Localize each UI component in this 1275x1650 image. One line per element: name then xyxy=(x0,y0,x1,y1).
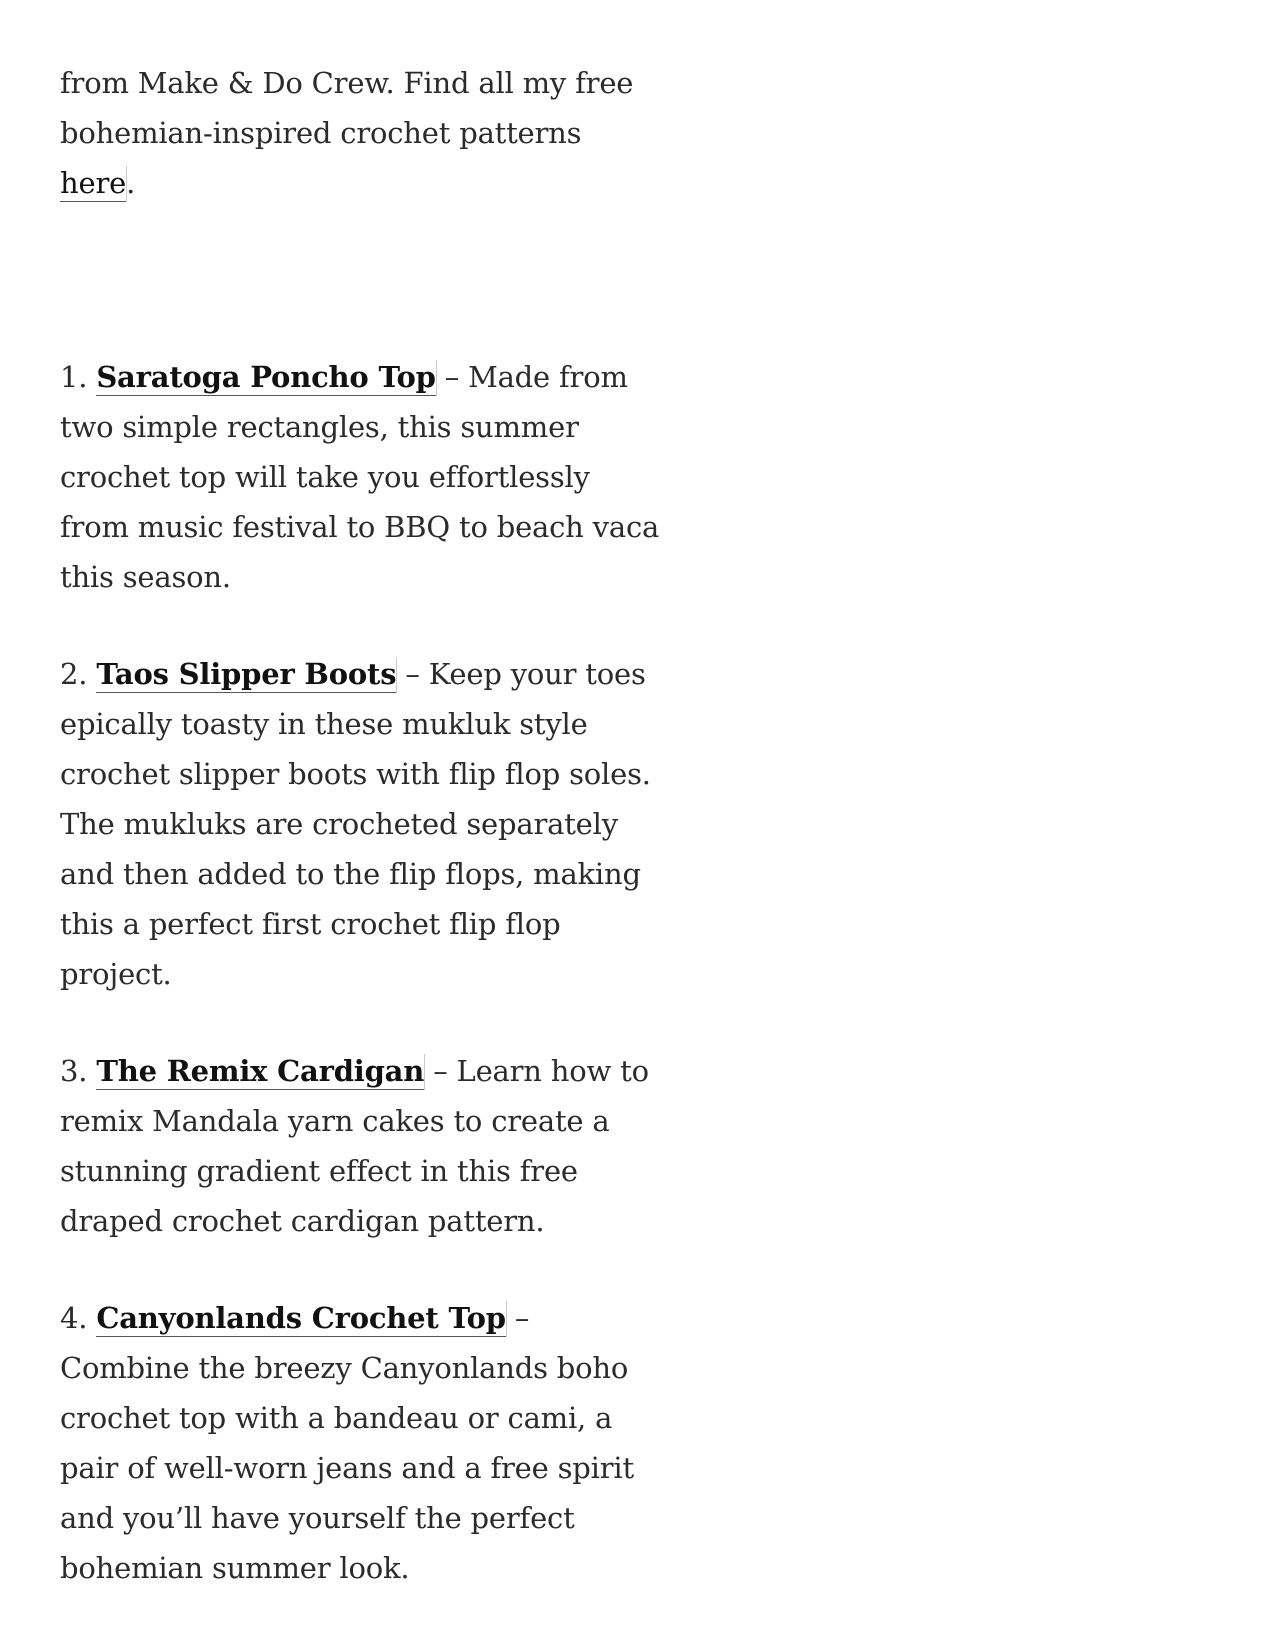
saratoga-poncho-top-link[interactable]: Saratoga Poncho Top xyxy=(96,360,436,394)
item-number: 2. xyxy=(60,657,88,691)
intro-paragraph xyxy=(60,58,660,208)
article-body xyxy=(60,58,660,1640)
item-number: 1. xyxy=(60,360,88,394)
item-description: – Keep your toes epically toasty in these mukluk style crochet slipper boots with flip flop soles. The mukluks are crocheted separately and then added to the flip flops, making this a perfect first crochet flip flop project. xyxy=(60,657,651,991)
list-item-taos xyxy=(60,649,660,999)
item-number: 3. xyxy=(60,1054,88,1088)
intro-text: from Make & Do Crew. Find all my free bohemian-inspired crochet patterns xyxy=(60,66,634,150)
item-description: – Made from two simple rectangles, this summer crochet top will take you effortlessly from music festival to BBQ to beach vaca this season. xyxy=(60,360,660,594)
here-link[interactable]: here xyxy=(60,166,127,200)
list-item-saratoga xyxy=(60,352,660,602)
item-description: – Learn how to remix Mandala yarn cakes to create a stunning gradient effect in this free draped crochet cardigan pattern. xyxy=(60,1054,649,1238)
intro-period: . xyxy=(126,166,136,200)
canyonlands-crochet-top-link[interactable]: Canyonlands Crochet Top xyxy=(96,1301,506,1335)
item-dash: – xyxy=(514,1301,530,1335)
item-description: Combine the breezy Canyonlands boho crochet top with a bandeau or cami, a pair of well-worn jeans and a free spirit and you’ll have yourself the perfect bohemian summer look. xyxy=(60,1351,634,1585)
list-item-remix xyxy=(60,1046,660,1246)
item-number: 4. xyxy=(60,1301,88,1335)
item-heading xyxy=(60,1293,660,1343)
remix-cardigan-link[interactable]: The Remix Cardigan xyxy=(96,1054,425,1088)
list-item-canyonlands xyxy=(60,1293,660,1593)
taos-slipper-boots-link[interactable]: Taos Slipper Boots xyxy=(96,657,397,691)
